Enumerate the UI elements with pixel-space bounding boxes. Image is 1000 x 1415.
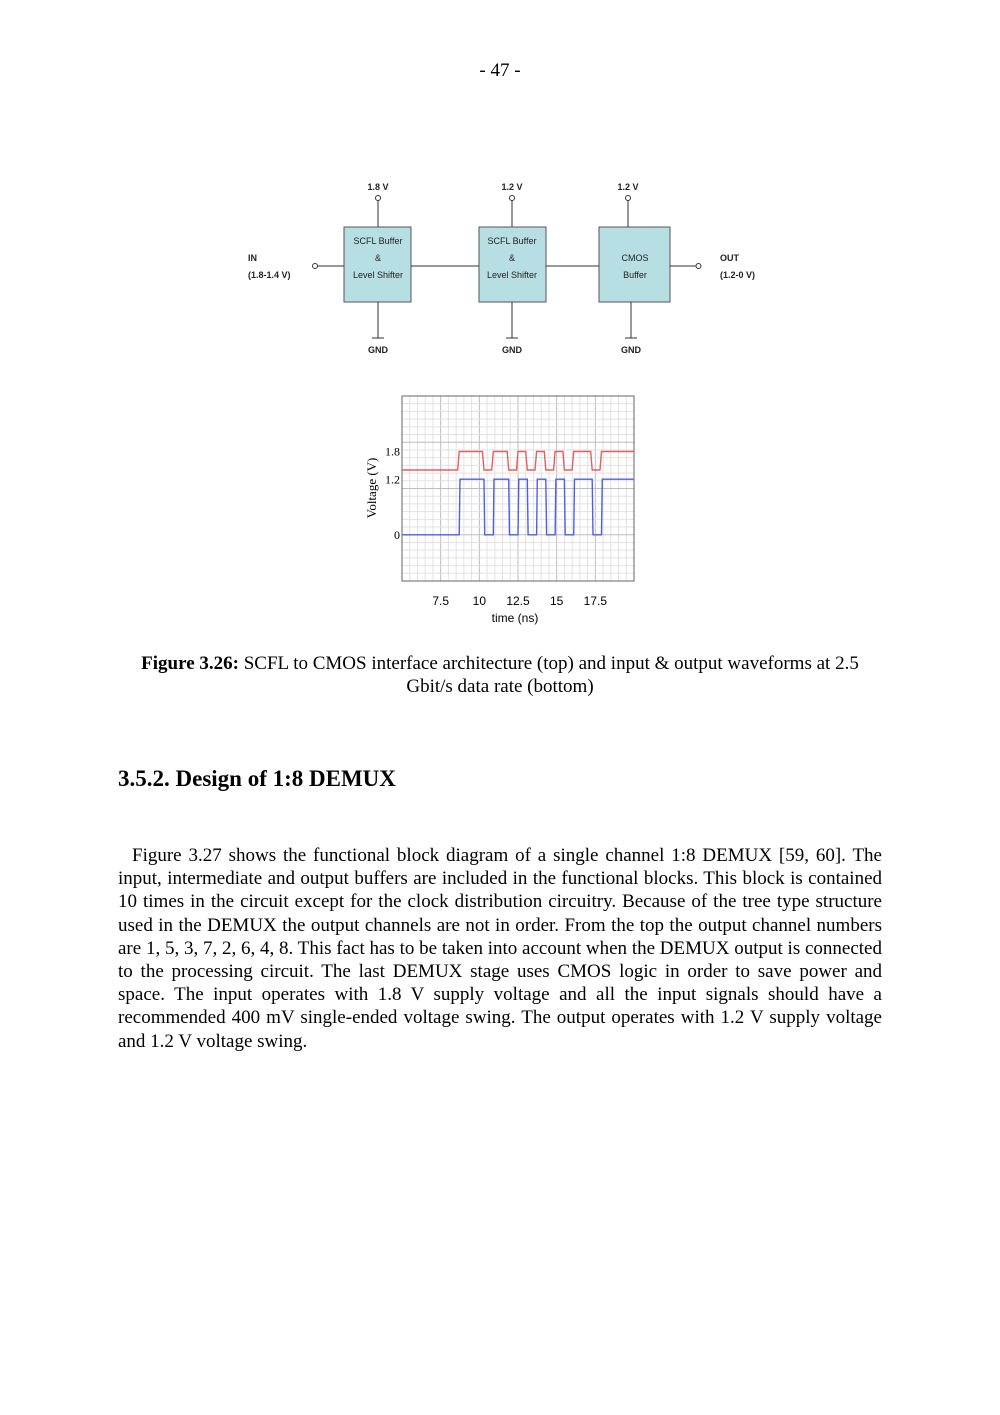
x-tick-label: 15 (549, 594, 564, 608)
caption-text: SCFL to CMOS interface architecture (top) and input & output waveforms at 2.5 Gbit/s data rate (bottom) (238, 653, 859, 697)
input-terminal (313, 264, 318, 269)
body-paragraph: Figure 3.27 shows the functional block diagram of a single channel 1:8 DEMUX [59, 60]. The input, intermediate and output buffers are included in the functional blocks. This block is contained 10 times in the circuit except for the clock distribution circuitry. Because of the tree type structure used in the DEMUX the output channels are not in order. From the top the output channel numbers are 1, 5, 3, 7, 2, 6, 4, 8. This fact has to be taken into account when the DEMUX output is connected to the processing circuit. The last DEMUX stage uses CMOS logic in order to save power and space. The input operates with 1.8 V supply voltage and all the input signals should have a recommended 400 mV single-ended voltage swing. The output operates with 1.2 V supply voltage and 1.2 V voltage swing. (118, 845, 882, 1052)
block-2-line-3: Level Shifter (486, 270, 538, 280)
caption-label: Figure 3.26: (141, 653, 239, 674)
ground-label-1: GND (368, 345, 388, 355)
ground-label-3: GND (621, 345, 641, 355)
y-axis-label: Voltage (V) (364, 457, 379, 519)
block-1-line-2: & (374, 253, 382, 263)
supply-label-2: 1.2 V (501, 182, 523, 192)
supply-label-1: 1.8 V (367, 182, 389, 192)
output-terminal (696, 264, 701, 269)
block-scfl-buffer-1 (344, 182, 411, 355)
ground-label-2: GND (502, 345, 522, 355)
block-1-line-3: Level Shifter (352, 270, 404, 280)
waveform-chart (355, 385, 655, 635)
block-2-line-2: & (508, 253, 516, 263)
y-tick-label: 1.2 (385, 472, 400, 487)
y-tick-labels (385, 445, 400, 542)
output-label: OUT (720, 253, 739, 263)
y-tick-label: 0 (394, 527, 400, 542)
input-label: IN (248, 253, 257, 263)
supply-terminal-1 (376, 196, 381, 201)
x-tick-labels (432, 594, 607, 608)
supply-terminal-2 (510, 196, 515, 201)
supply-label-3: 1.2 V (617, 182, 639, 192)
block-3-line-1: CMOS (621, 253, 649, 263)
x-tick-label: 7.5 (432, 594, 450, 608)
block-cmos-buffer (599, 182, 670, 355)
series-line-output (402, 479, 634, 535)
page-number: - 47 - (479, 60, 521, 81)
x-tick-label: 10 (472, 594, 487, 608)
block-2-line-1: SCFL Buffer (487, 236, 537, 246)
input-range: (1.8-1.4 V) (248, 270, 291, 280)
output-range: (1.2-0 V) (720, 270, 756, 280)
x-tick-label: 17.5 (583, 594, 608, 608)
block-3-line-2: Buffer (623, 270, 647, 280)
section-heading: 3.5.2. Design of 1:8 DEMUX (118, 766, 396, 791)
block-box-3 (599, 227, 670, 302)
x-axis-label: time (ns) (491, 611, 539, 625)
block-1-line-1: SCFL Buffer (353, 236, 403, 246)
y-tick-label: 1.8 (385, 444, 400, 459)
interface-block-diagram (230, 175, 770, 365)
x-tick-label: 12.5 (506, 594, 530, 608)
block-scfl-buffer-2 (479, 182, 546, 355)
supply-terminal-3 (626, 196, 631, 201)
figure-caption (120, 652, 880, 698)
